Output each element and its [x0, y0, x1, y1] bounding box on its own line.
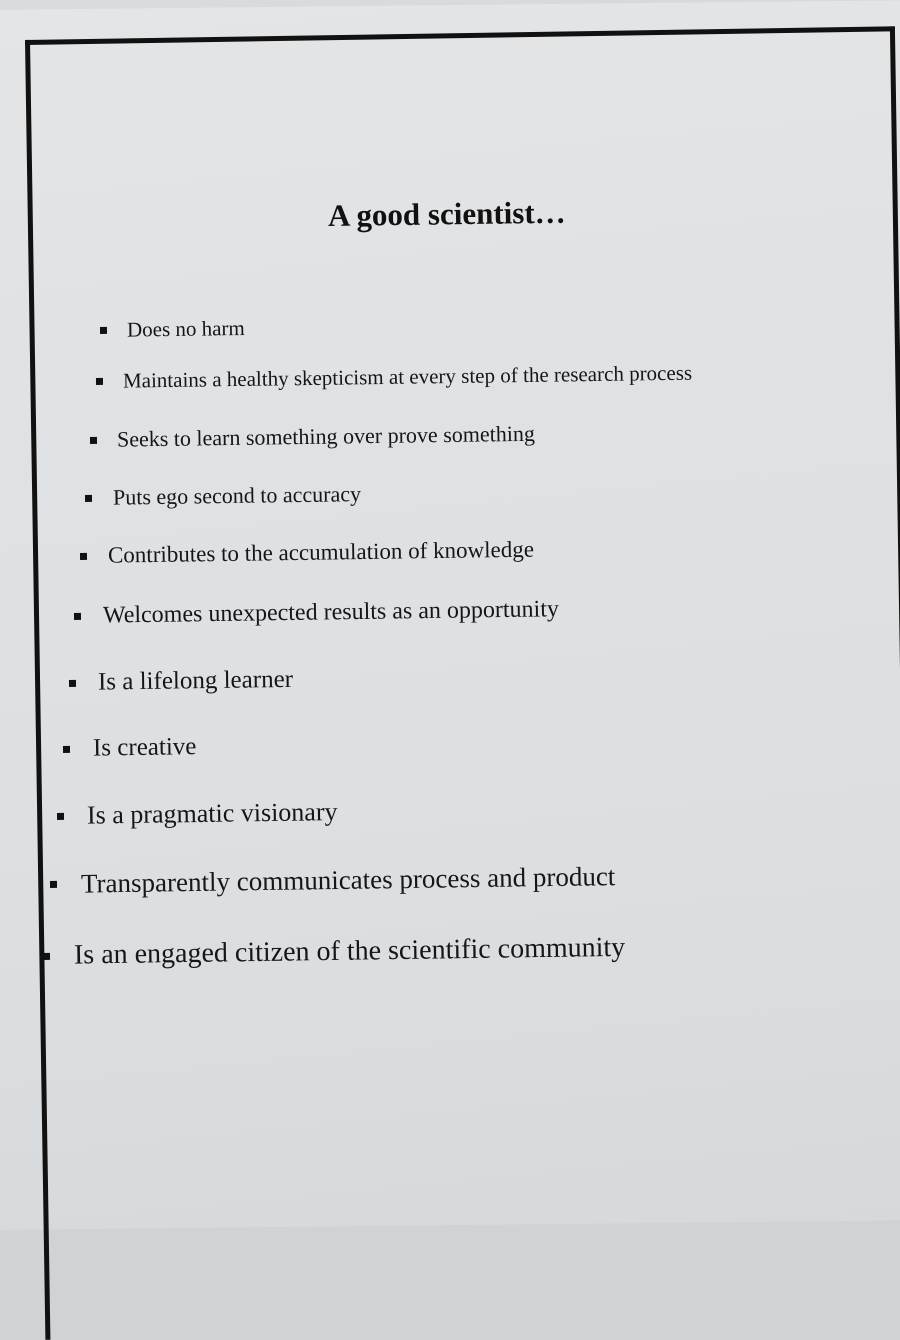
square-bullet-icon: [57, 812, 64, 819]
list-item-text: Seeks to learn something over prove something: [116, 420, 536, 452]
list-item: [50, 861, 616, 900]
square-bullet-icon: [90, 436, 97, 443]
square-bullet-icon: [85, 494, 92, 501]
list-item-text: Maintains a healthy skepticism at every step of the research process: [122, 360, 693, 393]
square-bullet-icon: [43, 952, 50, 959]
list-item-text: Is a lifelong learner: [97, 665, 294, 696]
list-item: [100, 316, 245, 343]
square-bullet-icon: [100, 327, 107, 334]
list-item-text: Puts ego second to accuracy: [112, 481, 362, 510]
square-bullet-icon: [80, 552, 87, 559]
list-item: [80, 537, 534, 569]
list-item-text: Welcomes unexpected results as an opportunity: [102, 596, 560, 629]
square-bullet-icon: [69, 679, 76, 686]
square-bullet-icon: [74, 613, 81, 620]
square-bullet-icon: [63, 745, 70, 752]
list-item: [85, 481, 361, 511]
list-item: [74, 596, 559, 630]
list-item: [69, 666, 293, 697]
list-item-text: Is an engaged citizen of the scientific community: [73, 931, 626, 971]
square-bullet-icon: [50, 881, 57, 888]
list-item: [43, 932, 626, 972]
list-item: [90, 421, 535, 453]
page-title: A good scientist…: [327, 194, 566, 233]
list-item: [57, 797, 338, 831]
list-item: [96, 361, 692, 394]
list-item-text: Contributes to the accumulation of knowledge: [107, 536, 535, 568]
list-item-text: Is creative: [92, 733, 197, 762]
square-bullet-icon: [96, 378, 103, 385]
list-item-text: Is a pragmatic visionary: [86, 797, 338, 830]
list-item: [63, 733, 197, 763]
list-item-text: Does no harm: [126, 315, 245, 342]
list-item-text: Transparently communicates process and product: [80, 861, 616, 899]
